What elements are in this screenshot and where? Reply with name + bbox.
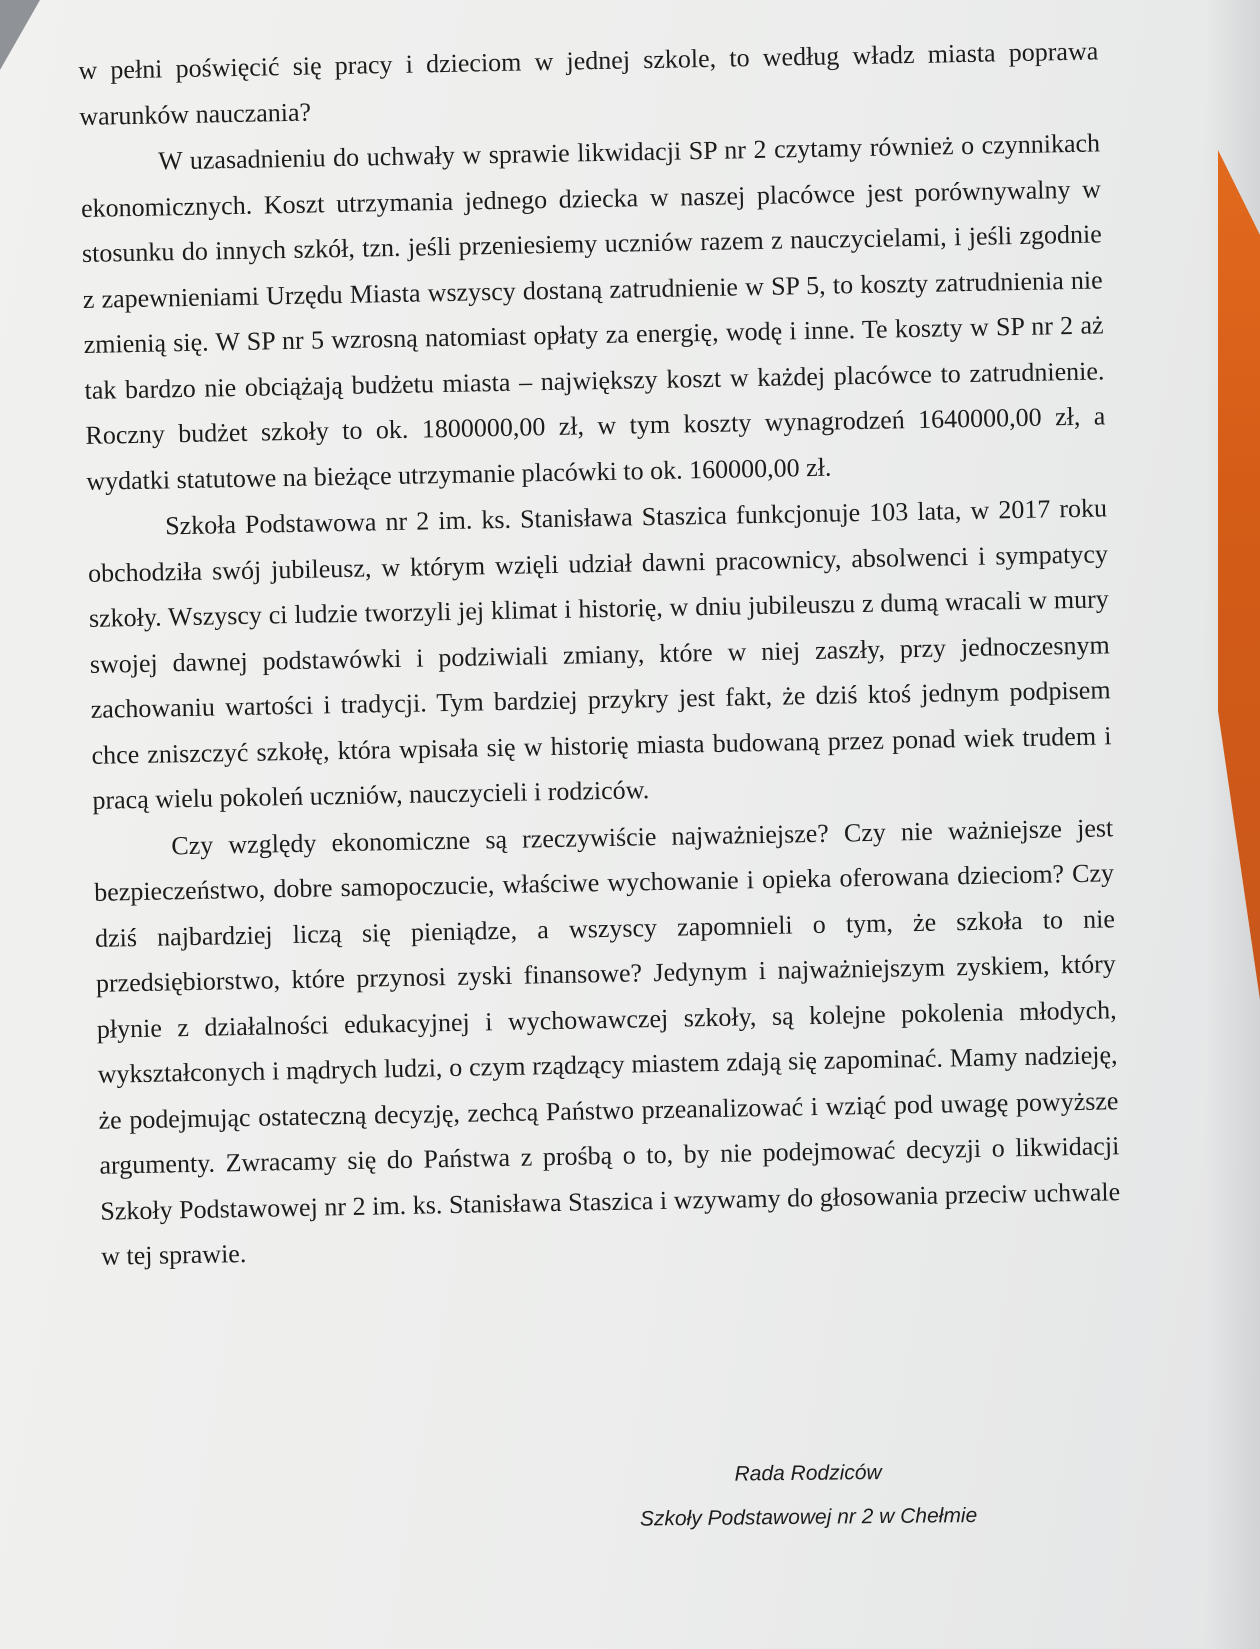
page-corner-shadow bbox=[0, 0, 40, 70]
signature-line-2: Szkoły Podstawowej nr 2 w Chełmie bbox=[639, 1504, 978, 1531]
letter-body bbox=[78, 28, 1121, 1279]
paragraph-3: Szkoła Podstawowa nr 2 im. ks. Stanisława Staszica funkcjonuje 103 lata, w 2017 roku obchodziła swój jubileusz, w którym wzięli udział dawni pracownicy, absolwenci i sympatycy szkoły. Wszyscy ci ludzie tworzyli jej klimat i historię, w dniu jubileuszu z dumą wracali w mury swojej dawnej podstawówki i podziwiali zmiany, które w niej zaszły, przy jednoczesnym zachowaniu wartości i tradycji. Tym bardziej przykry jest fakt, że dziś ktoś jednym podpisem chce zniszczyć szkołę, która wpisała się w historię miasta budowaną przez ponad wiek trudem i pracą wielu pokoleń uczniów, nauczycieli i rodziców. bbox=[87, 493, 1112, 815]
paragraph-4: Czy względy ekonomiczne są rzeczywiście najważniejsze? Czy nie ważniejsze jest bezpieczeństwo, dobre samopoczucie, właściwe wychowanie i opieka oferowana dzieciom? Czy dziś najbardziej liczą się pieniądze, a wszyscy zapomnieli o tym, że szkoła to nie przedsiębiorstwo, które przynosi zyski finansowe? Jedynym i najważniejszym zyskiem, który płynie z działalności edukacyjnej i wychowawczej szkoły, są kolejne pokolenia młodych, wykształconych i mądrych ludzi, o czym rządzący miastem zdają się zapominać. Mamy nadzieję, że podejmując ostateczną decyzję, zechcą Państwo przeanalizować i wziąć pod uwagę powyższe argumenty. Zwracamy się do Państwa z prośbą o to, by nie podejmować decyzji o likwidacji Szkoły Podstawowej nr 2 im. ks. Stanisława Staszica i wzywamy do głosowania przeciw uchwale w tej sprawie. bbox=[93, 812, 1121, 1271]
paragraph-2: W uzasadnieniu do uchwały w sprawie likwidacji SP nr 2 czytamy również o czynnikach ekonomicznych. Koszt utrzymania jednego dziecka w naszej placówce jest porównywalny w stosunku do innych szkół, tzn. jeśli przeniesiemy uczniów razem z nauczycielami, i jeśli zgodnie z zapewnieniami Urzędu Miasta wszyscy dostaną zatrudnienie w SP 5, to koszty zatrudnienia nie zmienią się. W SP nr 5 wzrosną natomiast opłaty za energię, wodę i inne. Te koszty w SP nr 2 aż tak bardzo nie obciążają budżetu miasta – największy koszt w każdej placówce to zatrudnienie. Roczny budżet szkoły to ok. 1800000,00 zł, w tym koszty wynagrodzeń 1640000,00 zł, a wydatki statutowe na bieżące utrzymanie placówki to ok. 160000,00 zł. bbox=[80, 128, 1106, 496]
signature-line-1: Rada Rodziców bbox=[734, 1461, 882, 1486]
signature-block bbox=[598, 1460, 1019, 1532]
paragraph-1: w pełni poświęcić się pracy i dzieciom w jednej szkole, to według władz miasta poprawa warunków nauczania? bbox=[78, 36, 1099, 131]
